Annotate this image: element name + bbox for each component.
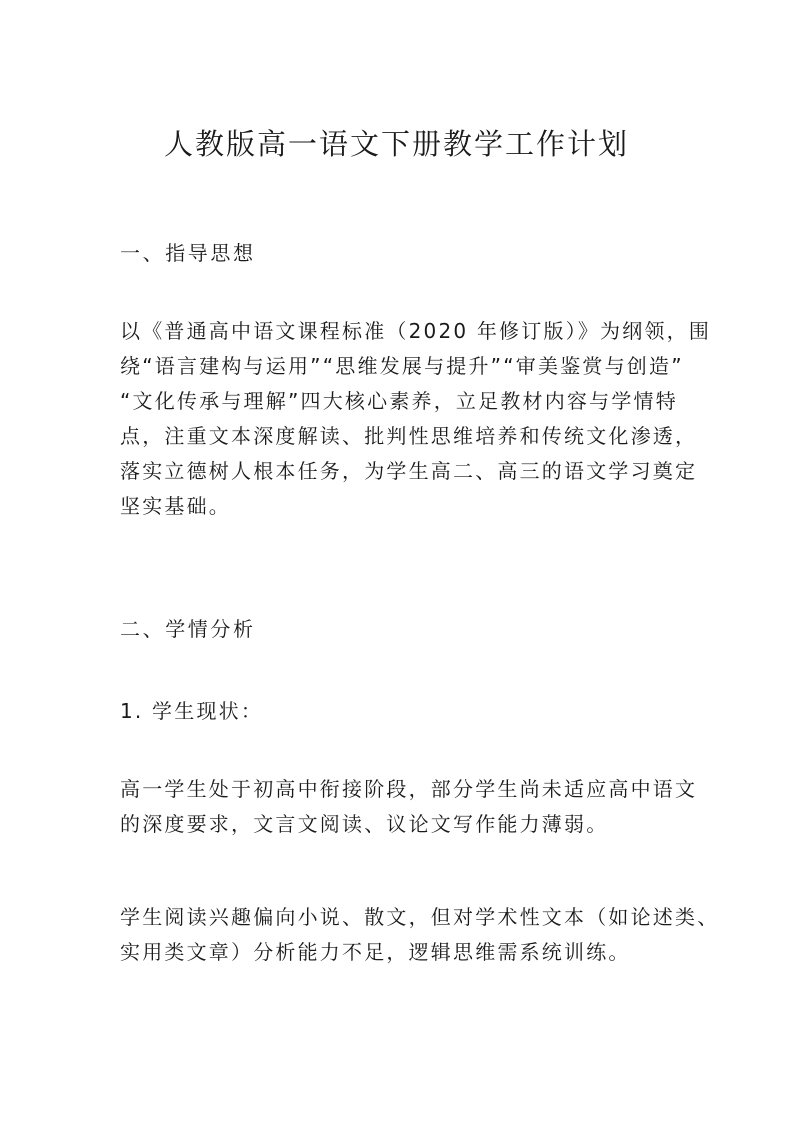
paragraph-guiding-ideology	[120, 314, 712, 524]
paragraph-line: 学生阅读兴趣偏向小说、散文，但对学术性文本（如论述类、	[120, 905, 720, 929]
paragraph-line: “文化传承与理解”四大核心素养，立足教材内容与学情特	[120, 389, 678, 413]
paragraph-line: 点，注重文本深度解读、批判性思维培养和传统文化渗透，	[120, 424, 698, 448]
paragraph-student-status-2	[120, 900, 720, 970]
section-heading-student-analysis: 二、学情分析	[120, 617, 256, 641]
document-title: 人教版高一语文下册教学工作计划	[163, 127, 629, 161]
paragraph-line: 绕“语言建构与运用”“思维发展与提升”“审美鉴赏与创造”	[120, 354, 684, 378]
subheading-student-status: 1. 学生现状：	[120, 699, 264, 723]
paragraph-line: 实用类文章）分析能力不足，逻辑思维需系统训练。	[120, 940, 631, 964]
paragraph-line: 以《普通高中语文课程标准（2020 年修订版）》为纲领，围	[120, 319, 712, 343]
paragraph-student-status-1	[120, 772, 698, 842]
paragraph-line: 高一学生处于初高中衔接阶段，部分学生尚未适应高中语文	[120, 777, 698, 801]
section-heading-guiding-ideology: 一、指导思想	[120, 241, 256, 265]
paragraph-line: 的深度要求，文言文阅读、议论文写作能力薄弱。	[120, 812, 609, 836]
paragraph-line: 落实立德树人根本任务，为学生高二、高三的语文学习奠定	[120, 459, 698, 483]
paragraph-line: 坚实基础。	[120, 494, 231, 518]
